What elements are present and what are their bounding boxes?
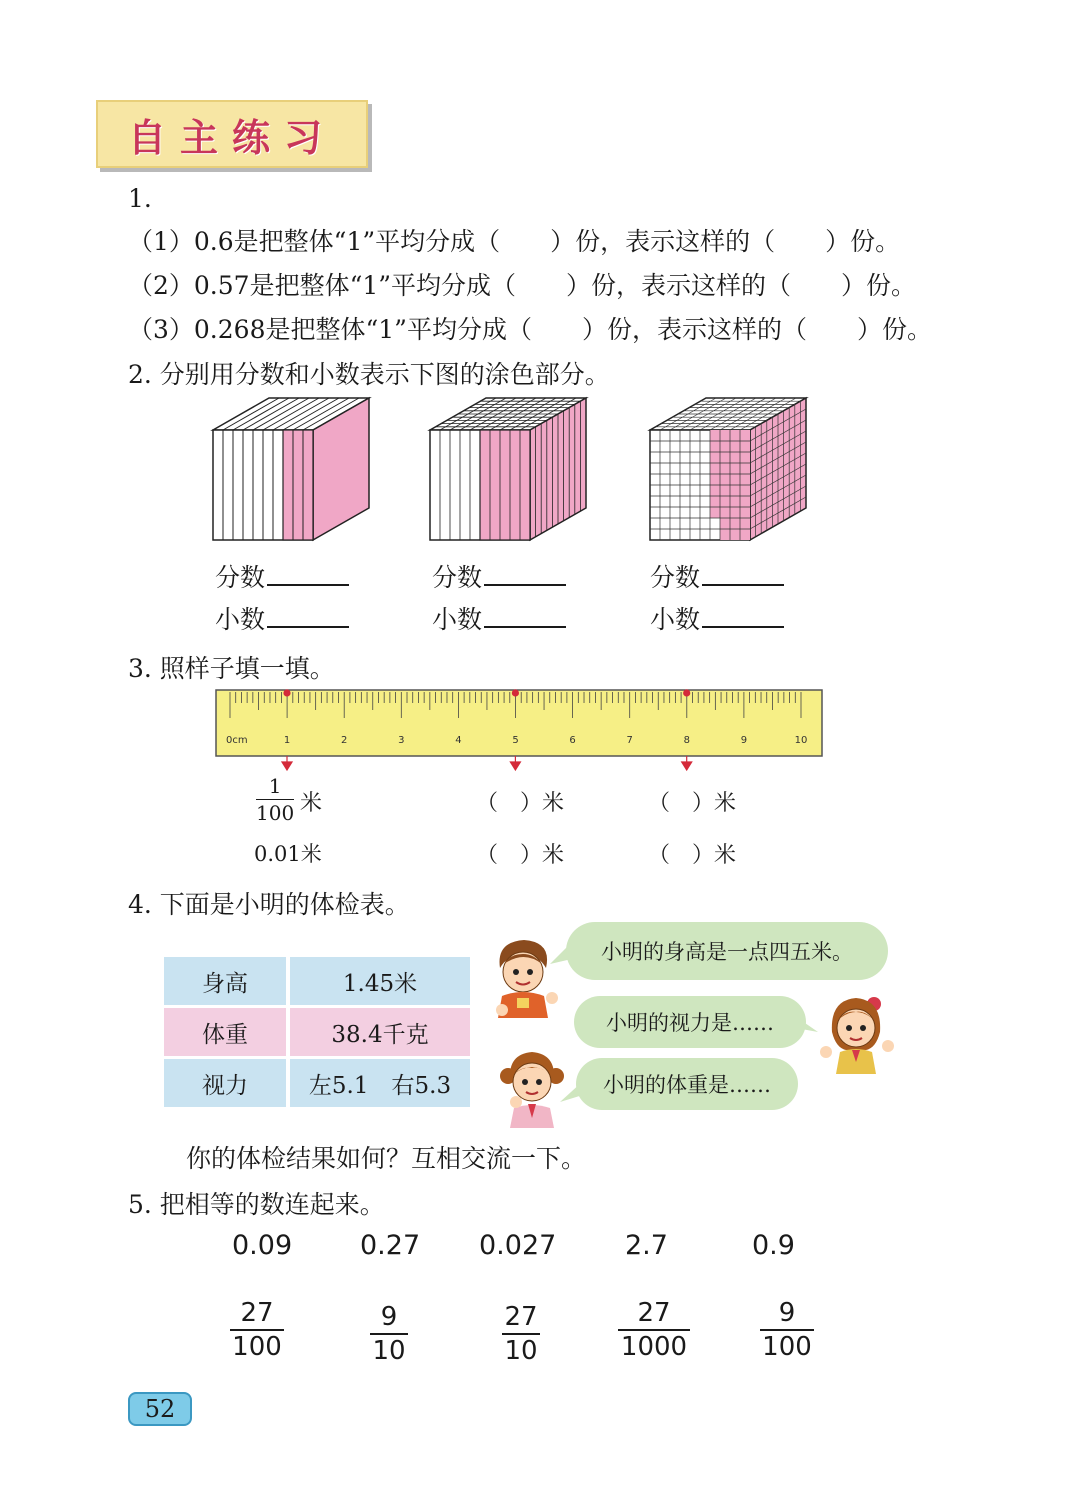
cube2-decimal-label: 小数 [432, 600, 566, 636]
cube-thousandths [642, 392, 812, 546]
q3-example-unit: 米 [300, 791, 323, 816]
page-number: 52 [128, 1392, 192, 1426]
q5-fraction-4: 27 1000 [618, 1300, 690, 1360]
q4-prompt: 你的体检结果如何？互相交流一下。 [186, 1144, 587, 1173]
section-title: 自主练习 [127, 115, 336, 160]
ruler-tick-label: 2 [341, 735, 348, 746]
speech-bubble-vision: 小明的视力是…… [574, 996, 806, 1048]
table-value-height: 1.45米 [290, 957, 470, 1005]
speech-bubble-weight: 小明的体重是…… [576, 1058, 798, 1110]
ruler-tick-label: 8 [683, 735, 690, 746]
cube1-fraction-label: 分数 [215, 558, 349, 594]
ruler-tick-label: 4 [455, 735, 462, 746]
ruler [214, 688, 826, 774]
q3-blank-3: （ ）米 [648, 791, 737, 816]
table-value-weight: 38.4千克 [290, 1008, 470, 1056]
q2-title: 2. 分别用分数和小数表示下图的涂色部分。 [128, 360, 610, 389]
ruler-tick-label: 6 [569, 735, 576, 746]
table-value-vision: 左5.1 右5.3 [290, 1059, 470, 1107]
ruler-tick-label: 0cm [226, 735, 248, 746]
table-label-height: 身高 [164, 957, 286, 1005]
q5-decimal-1: 0.09 [232, 1230, 293, 1261]
cube-tenths [205, 392, 375, 546]
q5-decimal-5: 0.9 [752, 1230, 795, 1261]
q3-example-decimal: 0.01米 [254, 842, 322, 866]
q1-number: 1. [128, 184, 152, 213]
cube1-decimal-label: 小数 [215, 600, 349, 636]
ruler-tick-label: 1 [283, 735, 291, 746]
q1-item-2: （2）0.57是把整体“1”平均分成（ ）份，表示这样的（ ）份。 [128, 271, 917, 300]
table-label-vision: 视力 [164, 1059, 286, 1107]
cube-hundredths [422, 392, 592, 546]
q3-blank-2: （ ）米 [476, 843, 565, 868]
q5-decimal-2: 0.27 [360, 1230, 421, 1261]
q3-title: 3. 照样子填一填。 [128, 654, 335, 683]
q1-item-3: （3）0.268是把整体“1”平均分成（ ）份，表示这样的（ ）份。 [128, 315, 932, 344]
q4-title: 4. 下面是小明的体检表。 [128, 890, 410, 919]
q1-item-1: （1）0.6是把整体“1”平均分成（ ）份，表示这样的（ ）份。 [128, 227, 901, 256]
q5-title: 5. 把相等的数连起来。 [128, 1190, 385, 1219]
ruler-tick-label: 9 [740, 735, 748, 746]
health-table [164, 957, 470, 1107]
q3-blank-1: （ ）米 [476, 791, 565, 816]
q5-fraction-5: 9 100 [760, 1300, 814, 1360]
q3-example-fraction: 1 100 [256, 774, 295, 825]
ruler-tick-label: 10 [794, 735, 808, 746]
q5-fraction-3: 27 10 [502, 1304, 540, 1364]
q5-fraction-1: 27 100 [230, 1300, 284, 1360]
q5-decimal-3: 0.027 [479, 1230, 557, 1261]
q5-decimal-4: 2.7 [625, 1230, 668, 1261]
q3-blank-4: （ ）米 [648, 843, 737, 868]
table-label-weight: 体重 [164, 1008, 286, 1056]
ruler-tick-label: 5 [512, 735, 519, 746]
ruler-tick-label: 7 [626, 735, 633, 746]
cube3-decimal-label: 小数 [650, 600, 784, 636]
girl-illustration-right [816, 990, 896, 1074]
speech-bubble-height: 小明的身高是一点四五米。 [566, 922, 888, 980]
ruler-tick-label: 3 [398, 735, 405, 746]
cube3-fraction-label: 分数 [650, 558, 784, 594]
section-title-box [96, 100, 368, 168]
q5-fraction-2: 9 10 [370, 1304, 408, 1364]
cube2-fraction-label: 分数 [432, 558, 566, 594]
